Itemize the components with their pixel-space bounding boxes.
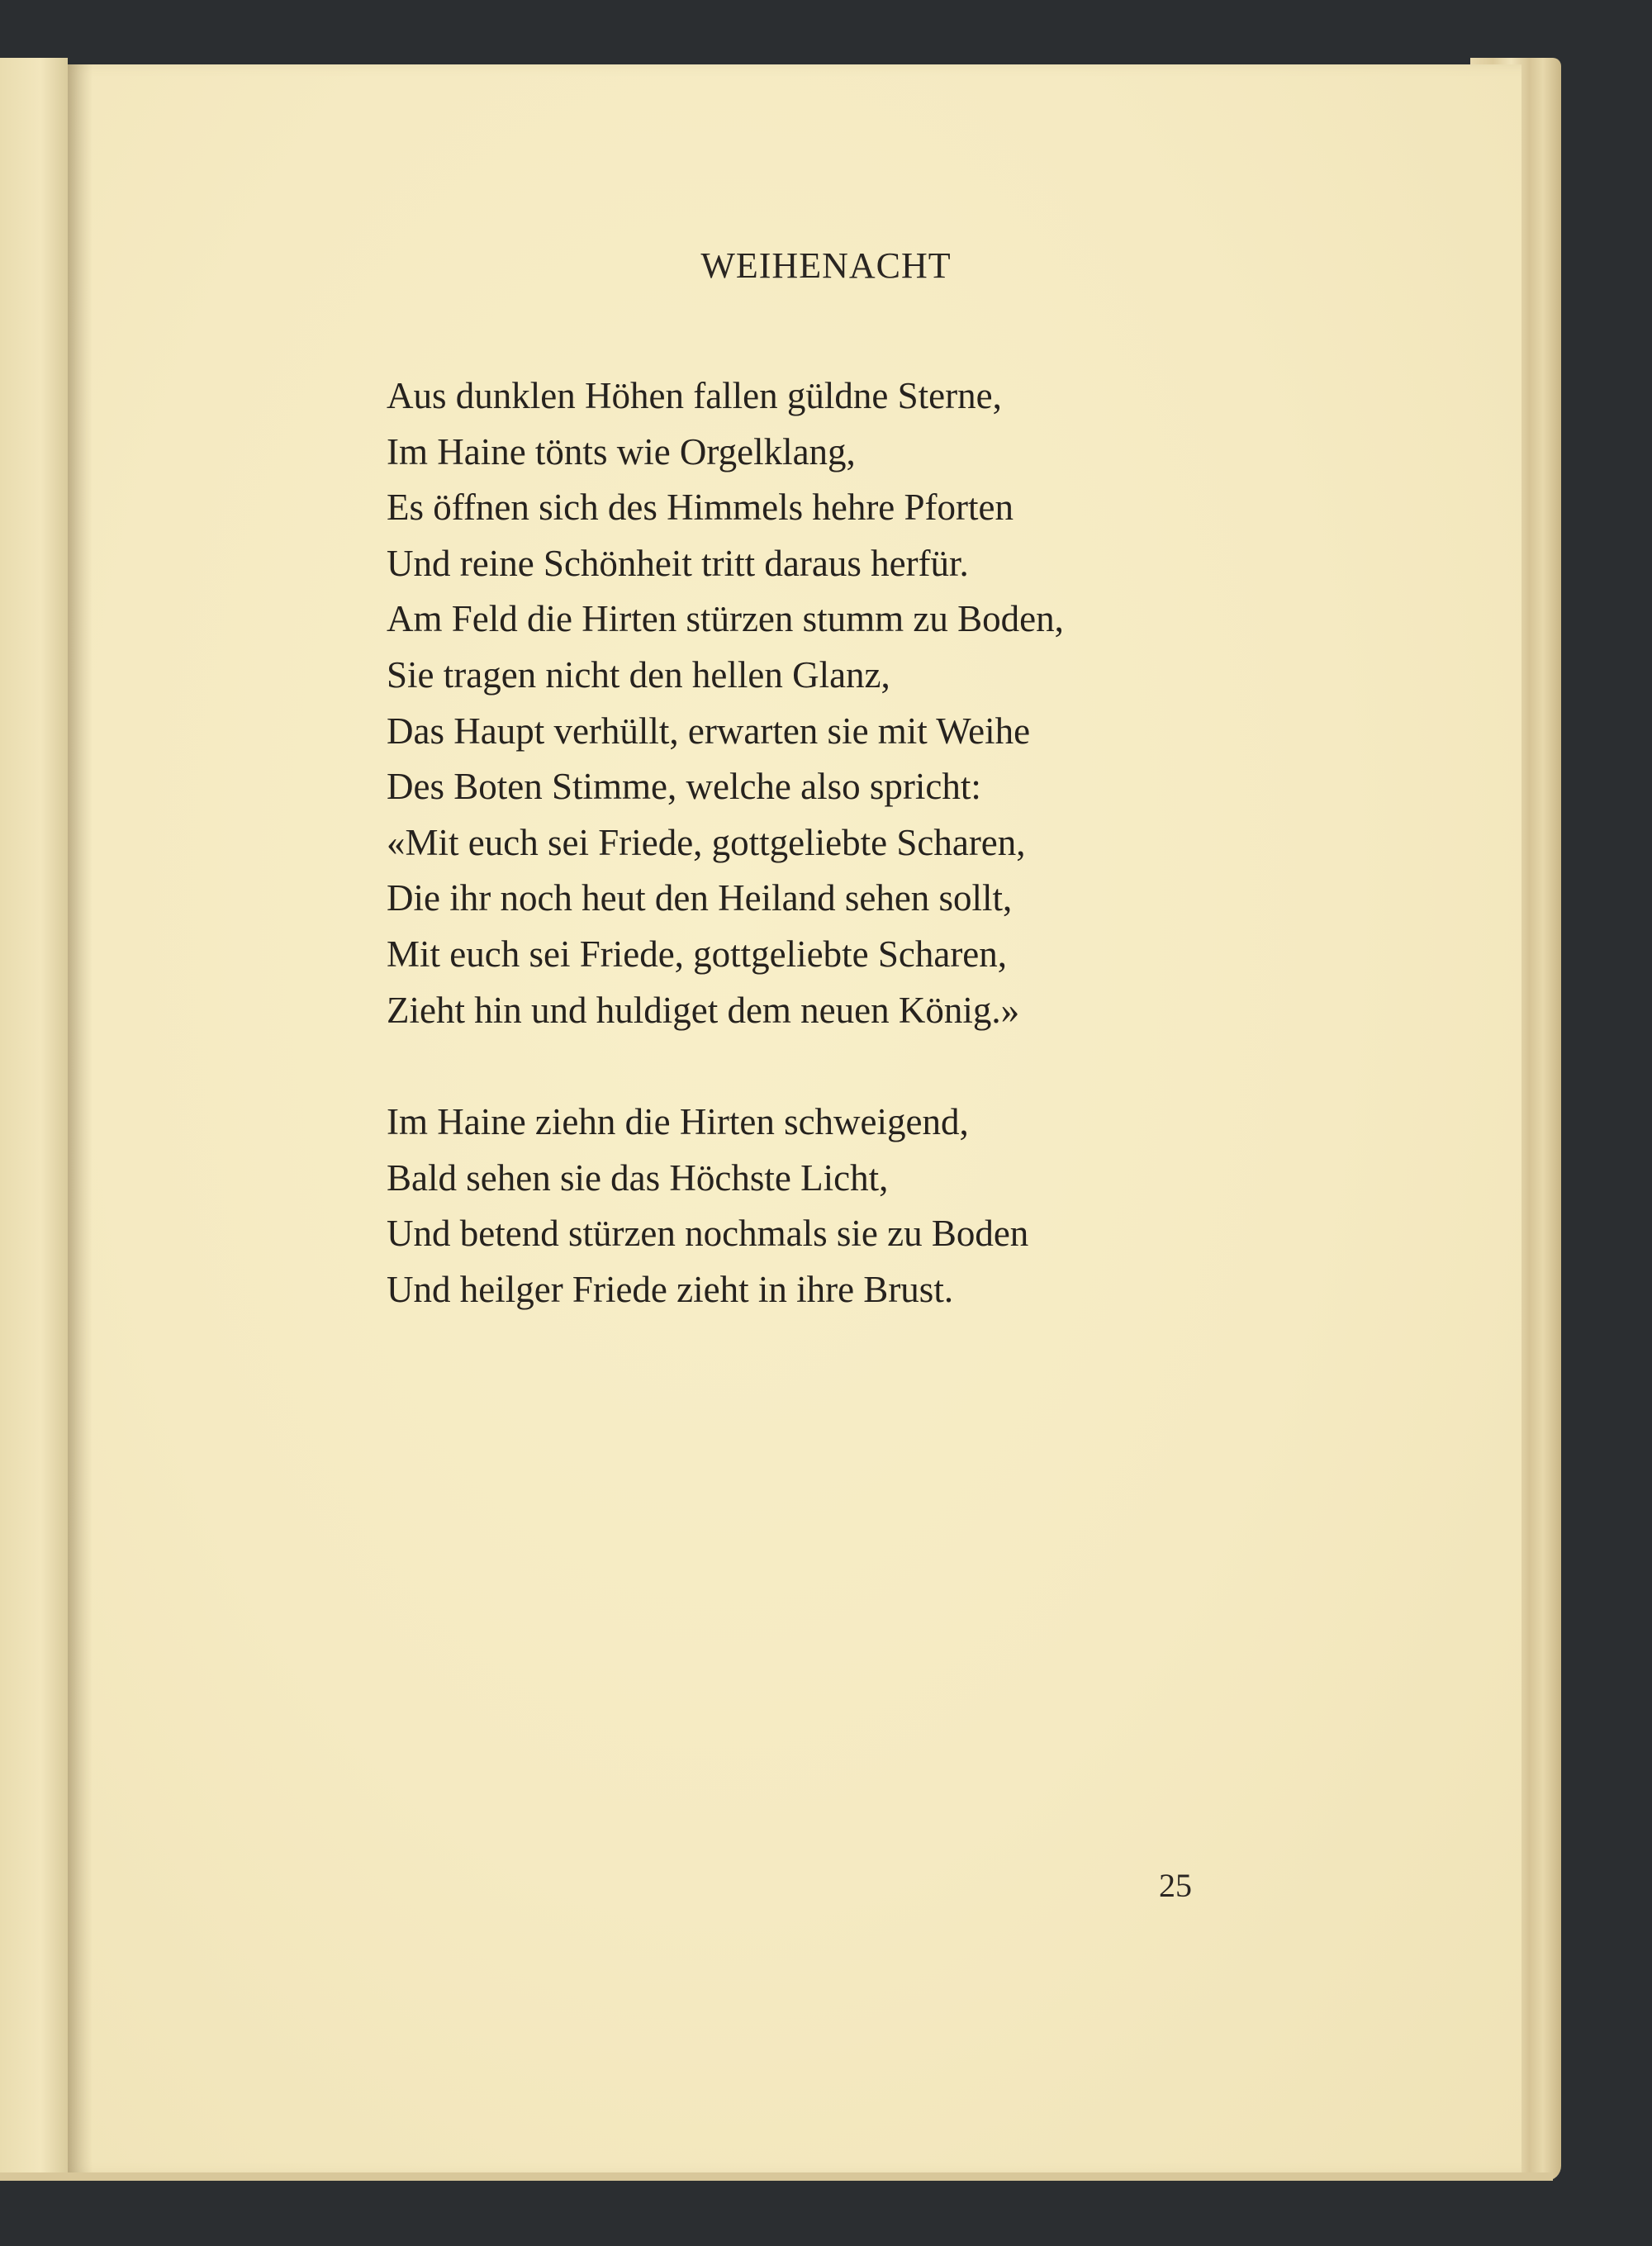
poem-line: Des Boten Stimme, welche also spricht: — [387, 766, 981, 808]
poem-line: Aus dunklen Höhen fallen güldne Sterne, — [387, 375, 1002, 416]
poem-title: WEIHENACHT — [700, 245, 952, 286]
poem-line: Am Feld die Hirten stürzen stumm zu Boden, — [387, 598, 1064, 640]
poem-line: Und betend stürzen nochmals sie zu Boden — [387, 1213, 1029, 1255]
poem-line: Sie tragen nicht den hellen Glanz, — [387, 653, 890, 696]
poem-line: Und heilger Friede zieht in ihre Brust. — [387, 1268, 954, 1310]
poem-line: Mit euch sei Friede, gottgeliebte Scharen, — [387, 933, 1008, 975]
poem-line: Im Haine ziehn die Hirten schweigend, — [387, 1101, 969, 1143]
gutter-shadow — [68, 64, 93, 2175]
stanza-1 — [387, 368, 1295, 1038]
poem-line: Das Haupt verhüllt, erwarten sie mit Weihe — [387, 710, 1031, 752]
poem-line: Im Haine tönts wie Orgelklang, — [387, 430, 856, 472]
poem-line: Zieht hin und huldiget dem neuen König.» — [387, 989, 1020, 1031]
poem-line: Und reine Schönheit tritt daraus herfür. — [387, 542, 969, 584]
poem-line: Es öffnen sich des Himmels hehre Pforten — [387, 487, 1014, 529]
stanza-2 — [387, 1095, 1295, 1318]
bottom-page-edge — [0, 2172, 1553, 2181]
poem-line: Bald sehen sie das Höchste Licht, — [387, 1156, 889, 1199]
poem-line: Die ihr noch heut den Heiland sehen sollt, — [387, 877, 1013, 919]
left-page-edge — [0, 58, 68, 2177]
poem-body — [387, 368, 1295, 1318]
poem-line: «Mit euch sei Friede, gottgeliebte Scharen, — [387, 821, 1026, 863]
page-number: 25 — [1159, 1867, 1192, 1904]
